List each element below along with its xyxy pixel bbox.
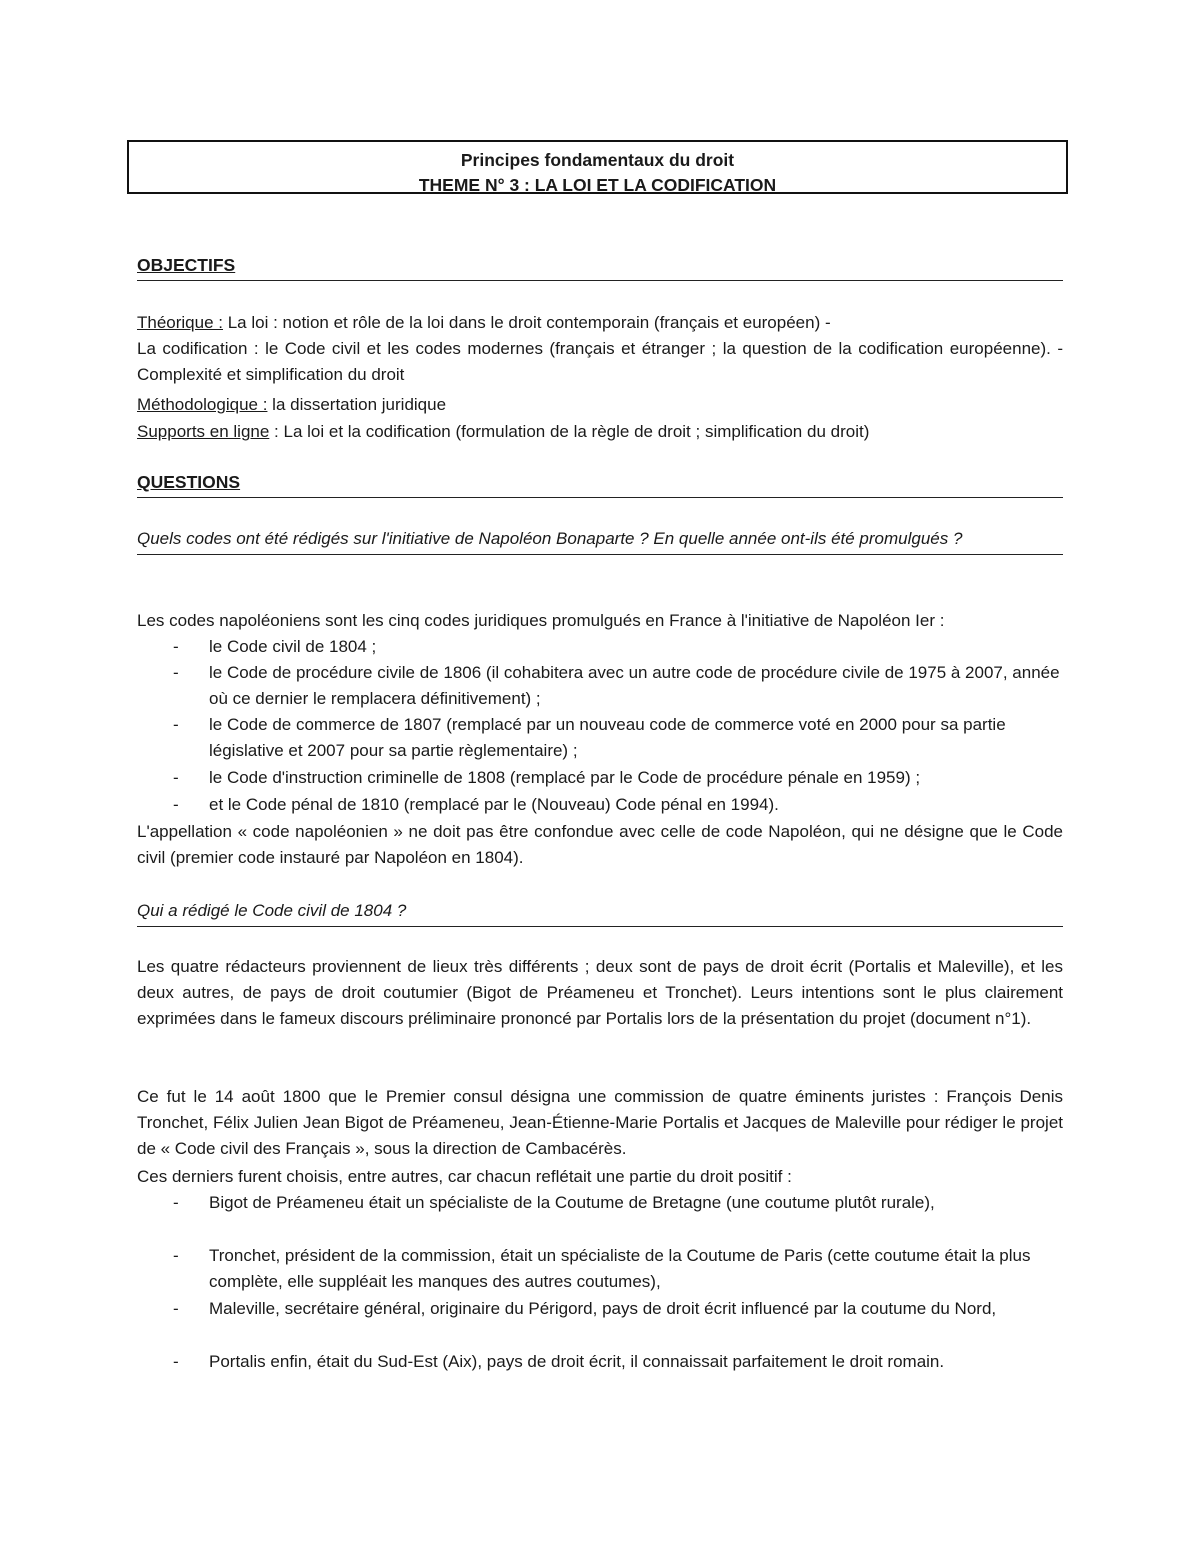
answer-1-intro: Les codes napoléoniens sont les cinq codes juridiques promulgués en France à l'initiative de Napoléon Ier : (137, 611, 945, 630)
theorique-label: Théorique : (137, 313, 223, 332)
list-item: - Bigot de Préameneu était un spécialiste de la Coutume de Bretagne (une coutume plutôt rurale), (173, 1193, 935, 1212)
supports-label: Supports en ligne (137, 422, 270, 441)
answer-1-outro: L'appellation « code napoléonien » ne doit pas être confondue avec celle de code Napoléon, qui ne désigne que le Code civil (premier code instauré par Napoléon en 1804). (137, 822, 1063, 867)
theme-title: THEME N° 3 : LA LOI ET LA CODIFICATION (418, 175, 777, 195)
list-item: - le Code de commerce de 1807 (remplacé par un nouveau code de commerce voté en 2000 pour sa partie législative et 2007 pour sa partie règlementaire) ; (173, 715, 1006, 760)
supports-text: : La loi et la codification (formulation de la règle de droit ; simplification du droit) (269, 422, 870, 441)
list-item: - Portalis enfin, était du Sud-Est (Aix), pays de droit écrit, il connaissait parfaitement le droit romain. (173, 1352, 945, 1371)
question-1: Quels codes ont été rédigés sur l'initiative de Napoléon Bonaparte ? En quelle année ont-ils été promulgués ? (137, 526, 1063, 555)
answer-2-paragraph-2: Ce fut le 14 août 1800 que le Premier consul désigna une commission de quatre éminents juristes : François Denis Tronchet, Félix Julien Jean Bigot de Préameneu, Jean-Étienne-Marie Portalis et Jacques de Maleville pour rédiger le projet de « Code civil des Français », sous la direction de Cambacérès. (137, 1087, 1063, 1158)
objectif-theorique (137, 310, 1063, 336)
list-item: - le Code de procédure civile de 1806 (il cohabitera avec un autre code de procédure civile de 1975 à 2007, année où ce dernier le remplacera définitivement) ; (173, 663, 1060, 708)
theorique-text: La loi : notion et rôle de la loi dans le droit contemporain (français et européen) - (223, 313, 831, 332)
list-item: - Maleville, secrétaire général, originaire du Périgord, pays de droit écrit influencé par la coutume du Nord, (173, 1299, 997, 1318)
list-item: - Tronchet, président de la commission, était un spécialiste de la Coutume de Paris (cette coutume était la plus complète, elle suppléait les manques des autres coutumes), (173, 1246, 1031, 1291)
list-item: - le Code d'instruction criminelle de 1808 (remplacé par le Code de procédure pénale en 1959) ; (173, 768, 921, 787)
document-title-box (127, 140, 1068, 194)
answer-2-paragraph-3: Ces derniers furent choisis, entre autres, car chacun reflétait une partie du droit positif : (137, 1167, 792, 1186)
objectif-methodologique (137, 392, 1063, 418)
objectif-supports (137, 419, 1063, 445)
list-item: - et le Code pénal de 1810 (remplacé par le (Nouveau) Code pénal en 1994). (173, 795, 779, 814)
list-item: - le Code civil de 1804 ; (173, 637, 377, 656)
objectifs-heading: OBJECTIFS (137, 255, 1063, 281)
methodo-label: Méthodologique : (137, 395, 268, 414)
questions-heading: QUESTIONS (137, 472, 1063, 498)
question-2: Qui a rédigé le Code civil de 1804 ? (137, 898, 1063, 927)
methodo-text: la dissertation juridique (267, 395, 447, 414)
objectif-codification: La codification : le Code civil et les codes modernes (français et étranger ; la question de la codification européenne). - Complexité et simplification du droit (137, 339, 1063, 384)
course-title: Principes fondamentaux du droit (460, 150, 735, 170)
answer-2-paragraph-1: Les quatre rédacteurs proviennent de lieux très différents ; deux sont de pays de droit écrit (Portalis et Maleville), et les deux autres, de pays de droit coutumier (Bigot de Préameneu et Tronchet). Leurs intentions sont le plus clairement exprimées dans le fameux discours préliminaire prononcé par Portalis lors de la présentation du projet (document n°1). (137, 957, 1063, 1028)
